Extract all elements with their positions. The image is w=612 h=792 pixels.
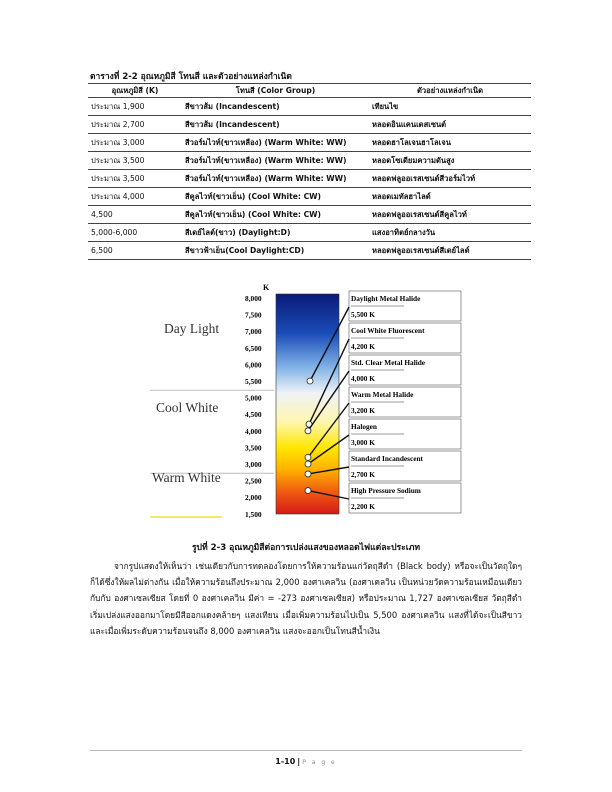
source-temperature: 2,700 K <box>351 470 375 479</box>
cell-color-group: สีเดย์ไลต์(ขาว) (Daylight:D) <box>182 224 369 242</box>
table-caption: ตารางที่ 2-2 อุณหภูมิสี โทนสี และตัวอย่างแหล่งกำเนิด <box>90 72 292 82</box>
source-temperature: 3,200 K <box>351 406 375 415</box>
footer-rule <box>90 750 522 751</box>
yellow-highlight <box>150 516 222 518</box>
table-row <box>88 224 531 242</box>
cell-source-example: แสงอาทิตย์กลางวัน <box>369 224 531 242</box>
table-row <box>88 242 531 260</box>
table-row <box>88 98 531 116</box>
color-temperature-figure <box>150 280 510 529</box>
cell-source-example: หลอดฟลูออเรสเซนต์สีเดย์ไลต์ <box>369 242 531 260</box>
source-temperature: 3,000 K <box>351 438 375 447</box>
source-temperature: 5,500 K <box>351 310 375 319</box>
cell-color-group: สีคูลไวท์(ขาวเย็น) (Cool White: CW) <box>182 206 369 224</box>
source-marker <box>305 461 311 467</box>
cell-color-group: สีวอร์มไวท์(ขาวเหลือง) (Warm White: WW) <box>182 152 369 170</box>
tick-label: 4,500 <box>245 410 262 420</box>
cell-temperature: 5,000-6,000 <box>88 224 182 242</box>
unit-label: K <box>263 283 270 292</box>
tick-label: 2,500 <box>245 476 262 486</box>
source-temperature: 2,200 K <box>351 502 375 511</box>
source-name: Halogen <box>351 422 377 431</box>
page-word: P a g e <box>302 759 337 766</box>
cell-color-group: สีขาวฟ้าเย็น(Cool Daylight:CD) <box>182 242 369 260</box>
cell-temperature: 4,500 <box>88 206 182 224</box>
source-temperature: 4,200 K <box>351 342 375 351</box>
table-row <box>88 134 531 152</box>
tick-label: 8,000 <box>245 294 262 303</box>
color-temperature-table <box>88 83 531 260</box>
source-marker <box>307 378 313 384</box>
source-name: Warm Metal Halide <box>351 390 414 399</box>
table-row <box>88 152 531 170</box>
table-row <box>88 116 531 134</box>
cell-temperature: ประมาณ 4,000 <box>88 188 182 206</box>
cell-temperature: ประมาณ 3,000 <box>88 134 182 152</box>
cell-temperature: ประมาณ 2,700 <box>88 116 182 134</box>
footer-separator: | <box>297 757 301 766</box>
cell-source-example: หลอดฟลูออเรสเซนต์สีคูลไวท์ <box>369 206 531 224</box>
source-marker <box>305 488 311 494</box>
cell-temperature: ประมาณ 1,900 <box>88 98 182 116</box>
cell-color-group: สีขาวส้ม (Incandescent) <box>182 116 369 134</box>
table-row <box>88 188 531 206</box>
source-marker <box>305 454 311 460</box>
tick-label: 1,500 <box>245 509 262 519</box>
tick-label: 5,500 <box>245 377 262 386</box>
header-temperature: อุณหภูมิสี (K) <box>88 84 182 98</box>
cell-temperature: 6,500 <box>88 242 182 260</box>
group-label: Day Light <box>164 321 220 336</box>
tick-label: 4,000 <box>245 426 262 436</box>
cell-color-group: สีขาวส้ม (Incandescent) <box>182 98 369 116</box>
source-marker <box>305 471 311 477</box>
tick-label: 7,000 <box>245 327 262 337</box>
source-marker <box>305 428 311 434</box>
group-label: Cool White <box>156 400 219 415</box>
tick-label: 7,500 <box>245 310 262 320</box>
tick-label: 6,500 <box>245 343 262 353</box>
header-color-group: โทนสี (Color Group) <box>182 84 369 98</box>
page-footer <box>0 757 612 766</box>
group-label: Warm White <box>152 470 221 485</box>
cell-source-example: หลอดเมทัลฮาไลด์ <box>369 188 531 206</box>
cell-source-example: หลอดอินแคนเดสเซนต์ <box>369 116 531 134</box>
tick-label: 5,000 <box>245 393 262 403</box>
body-paragraph: จากรูปแสดงให้เห็นว่า เช่นเดียวกับการทดลองโดยการให้ความร้อนแก่วัตถุสีดำ (Black body) หรือจะเป็นวัตถุใดๆ ก็ได้ซึ่งให้ผลไม่ต่างกัน เมื่อให้ความร้อนถึงประมาณ 2,000 องศาเคลวิน (องศาเคลวิน เป็นหน่วยวัดความร้อนเหมือนเดียวกับกับ องศาเซลเซียส โดยที่ 0 องศาเคลวิน มีค่า = -273 องศาเซลเซียส) หรือประมาณ 1,727 องศาเซลเซียส วัตถุสีดำเริ่มเปล่งแสงออกมาโดยมีสีออกแดงคล้ายๆ แสงเทียน เมื่อเพิ่มความร้อนไปเป็น 5,500 องศาเคลวิน แสงที่ได้จะเป็นสีขาว และเมื่อเพิ่มระดับความร้อนจนถึง 8,000 องศาเคลวิน แสงจะออกเป็นโทนสีน้ำเงิน <box>90 561 522 636</box>
tick-label: 6,000 <box>245 360 262 370</box>
source-name: Std. Clear Metal Halide <box>351 358 426 367</box>
cell-color-group: สีวอร์มไวท์(ขาวเหลือง) (Warm White: WW) <box>182 134 369 152</box>
table-row <box>88 170 531 188</box>
cell-source-example: หลอดฟลูออเรสเซนต์สีวอร์มไวท์ <box>369 170 531 188</box>
page-number: 1-10 <box>275 757 296 766</box>
cell-temperature: ประมาณ 3,500 <box>88 152 182 170</box>
source-name: Daylight Metal Halide <box>351 294 421 303</box>
tick-label: 3,500 <box>245 443 262 453</box>
table-row <box>88 206 531 224</box>
cell-source-example: หลอดโซเดียมความดันสูง <box>369 152 531 170</box>
spectrum-bar <box>276 294 339 514</box>
source-name: High Pressure Sodium <box>351 486 421 495</box>
source-name: Standard Incandescent <box>351 454 423 463</box>
source-name: Cool White Fluorescent <box>351 326 425 335</box>
table-header-row <box>88 84 531 98</box>
cell-source-example: หลอดฮาโลเจนฮาโลเจน <box>369 134 531 152</box>
source-temperature: 4,000 K <box>351 374 375 383</box>
cell-color-group: สีวอร์มไวท์(ขาวเหลือง) (Warm White: WW) <box>182 170 369 188</box>
tick-label: 3,000 <box>245 460 262 469</box>
cell-color-group: สีคูลไวท์(ขาวเย็น) (Cool White: CW) <box>182 188 369 206</box>
cell-source-example: เทียนไข <box>369 98 531 116</box>
figure-caption: รูปที่ 2-3 อุณหภูมิสีต่อการเปล่งแสงของหลอดไฟแต่ละประเภท <box>191 543 421 553</box>
header-source-example: ตัวอย่างแหล่งกำเนิด <box>369 84 531 98</box>
cell-temperature: ประมาณ 3,500 <box>88 170 182 188</box>
tick-label: 2,000 <box>245 493 262 503</box>
